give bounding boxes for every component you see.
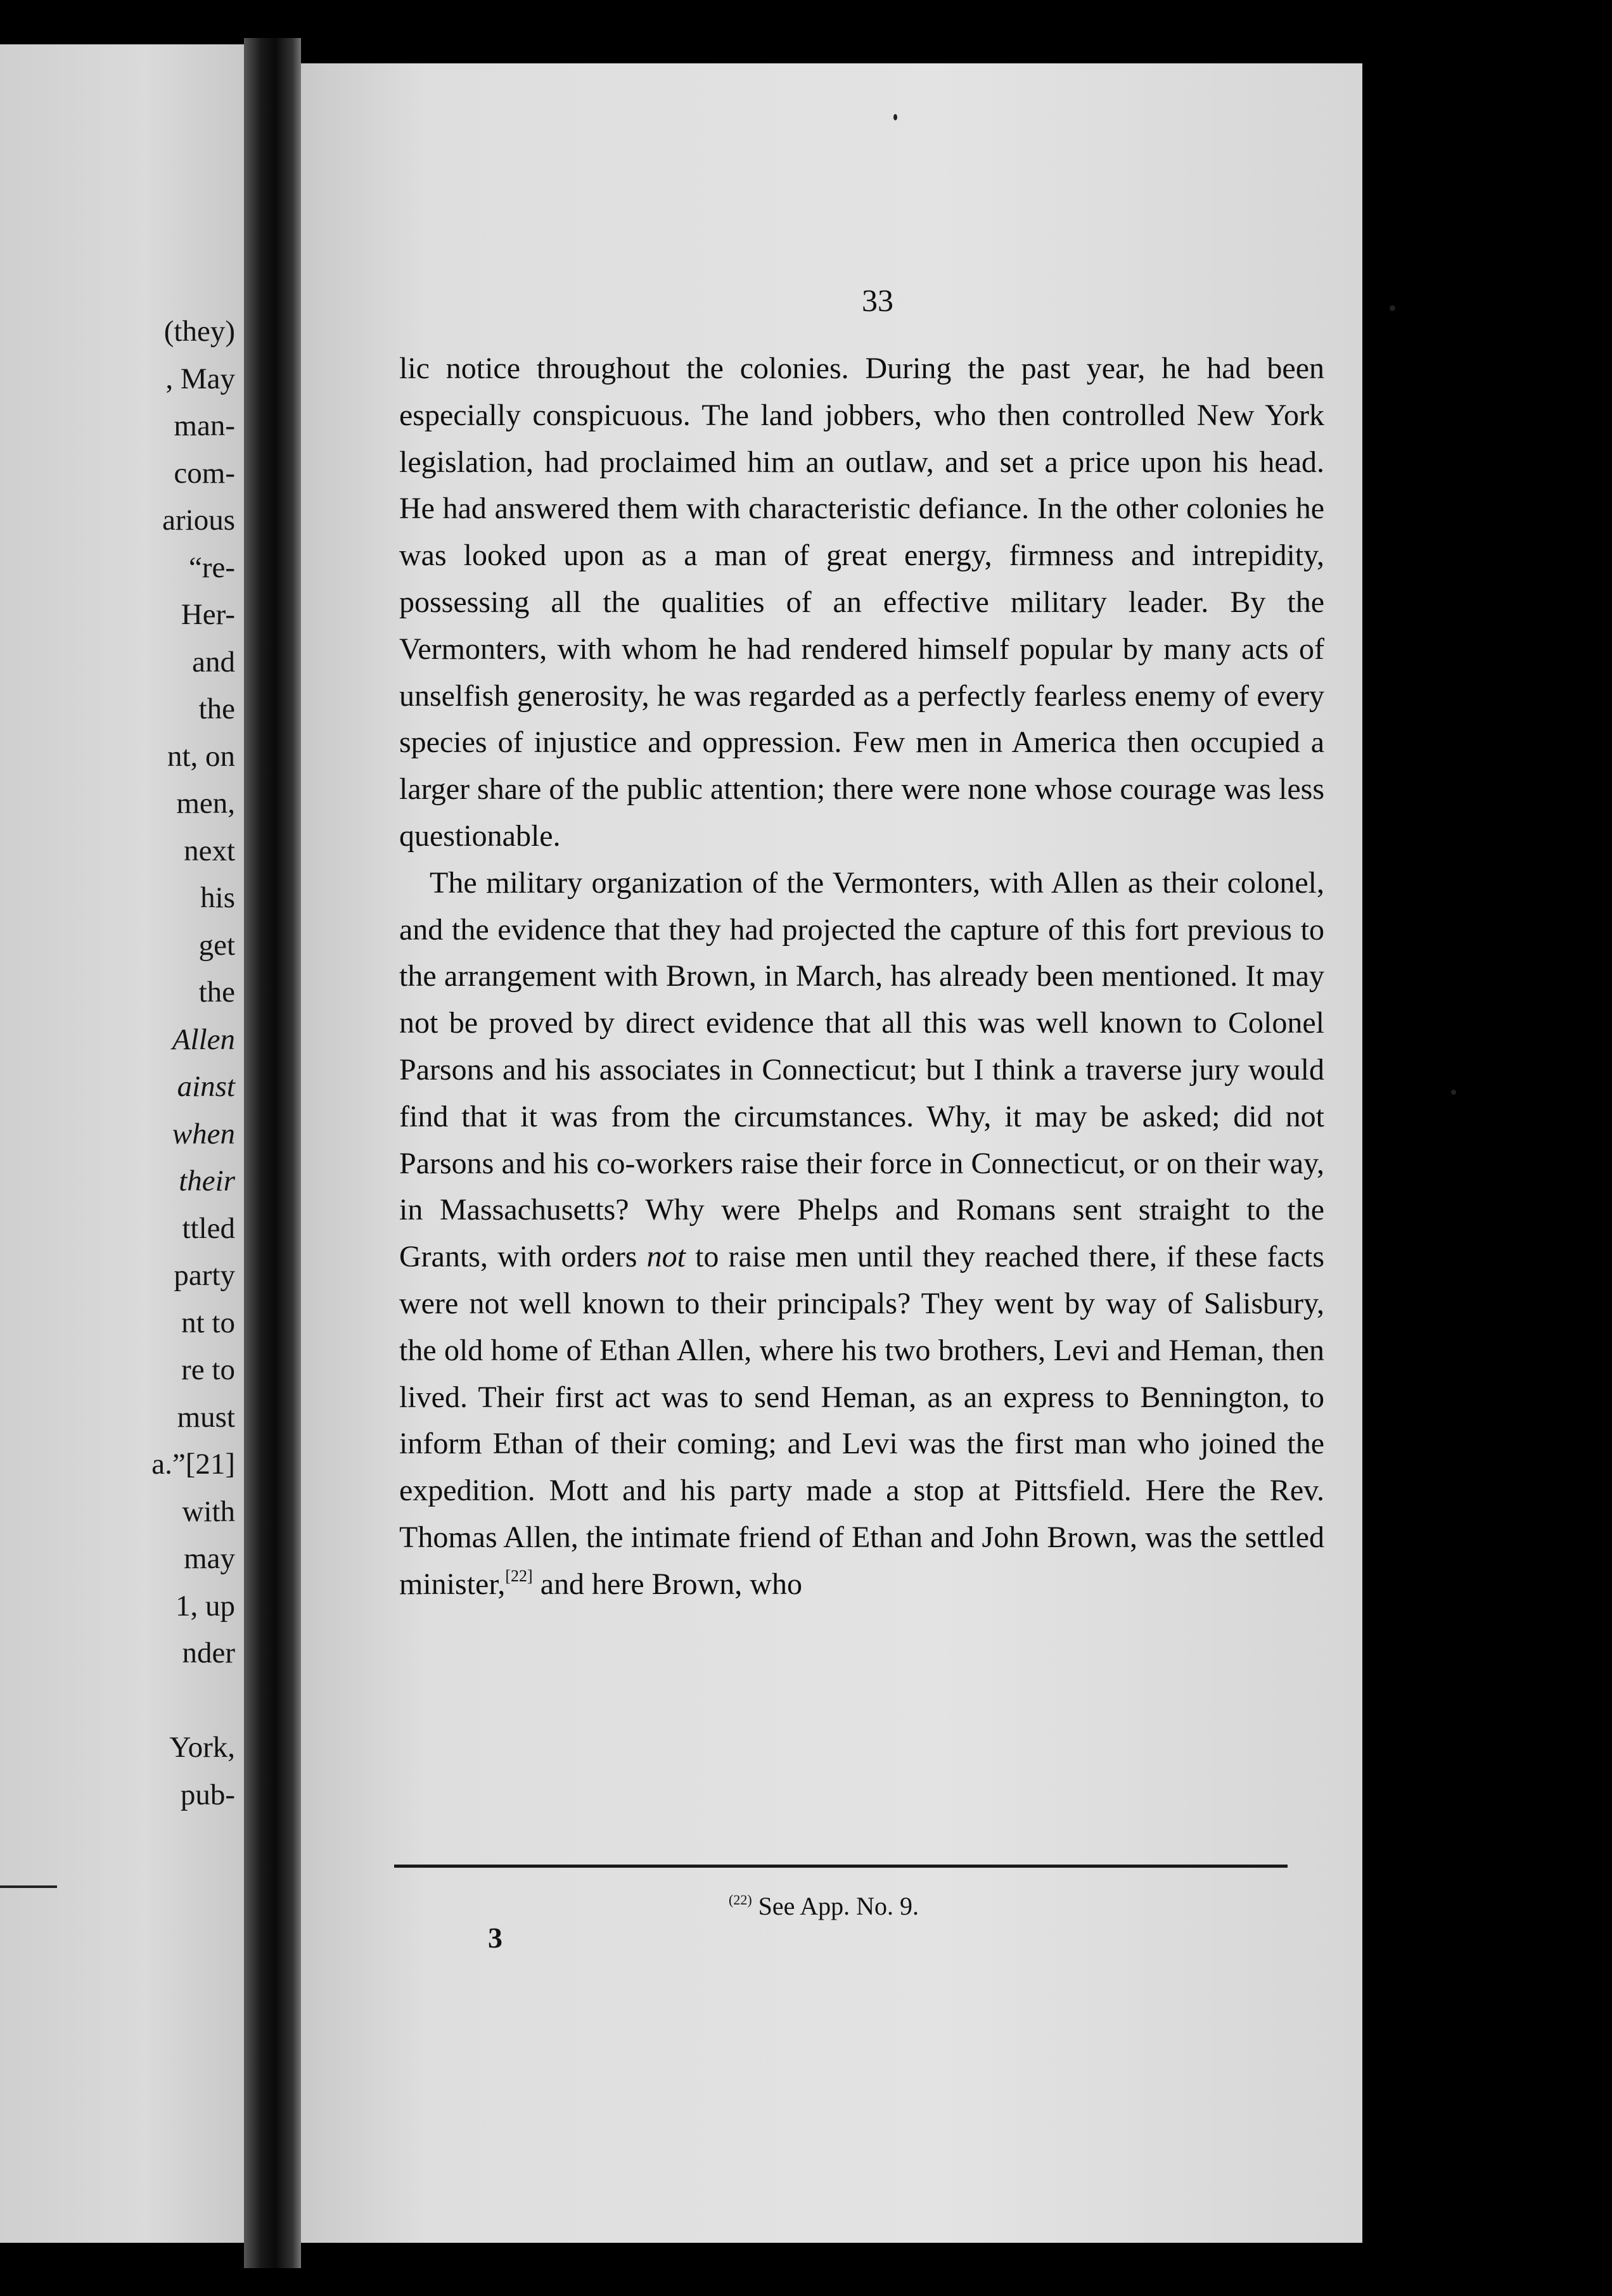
emphasis-not: not — [646, 1240, 686, 1274]
body-text — [399, 345, 1324, 1608]
left-footnote-rule — [0, 1885, 57, 1888]
left-page-text-fragment: Her- — [181, 598, 235, 631]
left-page-text-fragment: the — [198, 976, 235, 1009]
left-page-text-fragment: may — [184, 1542, 235, 1575]
left-page-text-fragment: his — [200, 881, 235, 914]
left-page-text-fragment: York, — [169, 1731, 235, 1764]
left-page-text-fragment: when — [172, 1117, 235, 1151]
signature-mark: 3 — [488, 1922, 502, 1954]
footnote-marker: (22) — [729, 1892, 752, 1908]
left-page-text-fragment: men, — [176, 787, 235, 820]
left-page-text-fragment: next — [184, 834, 235, 867]
page-number: 33 — [862, 283, 893, 318]
left-page-text-fragment: the — [198, 692, 235, 725]
left-page-text-fragment: must — [177, 1400, 235, 1434]
left-page-text-fragment: and — [192, 645, 235, 679]
paragraph-1: lic notice throughout the colonies. During the past year, he had been especially conspicuous. The land jobbers, who then controlled New York legislation, had proclaimed him an outlaw, and set a price upon his head. He had answered them with characteristic defiance. In the other colonies he was looked upon as a man of great energy, firmness and intrepidity, possessing all the qualities of an effective military leader. By the Vermonters, with whom he had rendered himself popular by many acts of unselfish generosity, he was regarded as a perfectly fearless enemy of every species of injustice and oppression. Few men in America then occupied a larger share of the public attention; there were none whose courage was less questionable. — [399, 352, 1324, 853]
dust-speck — [1451, 1090, 1456, 1095]
left-page-text-fragment: a.”[21] — [151, 1448, 235, 1481]
left-page-text-fragment: with — [182, 1495, 235, 1528]
paragraph-2-text-a: The military organization of the Vermonters, with Allen as their colonel, and the evidence that they had projected the capture of this fort previous to the arrangement with Brown, in March, has already been mentioned. It may not be proved by direct evidence that all this was well known to Colonel Parsons and his associates in Connecticut; but I think a traverse jury would find that it was from the circumstances. Why, it may be asked; did not Parsons and his co-workers raise their force in Connecticut, or on their way, in Massachusetts? Why were Phelps and Romans sent straight to the Grants, with orders — [399, 865, 1324, 1274]
left-page-text-fragment: ttled — [182, 1211, 235, 1245]
left-page-text-fragment: nt to — [181, 1306, 235, 1339]
book-gutter — [244, 38, 301, 2268]
footnote-reference: [22] — [505, 1566, 533, 1585]
footnote-text: See App. No. 9. — [758, 1892, 919, 1920]
left-page-text-fragment: (they) — [163, 315, 235, 348]
left-page-text-fragment: pub- — [180, 1778, 235, 1811]
left-page-text-fragment: “re- — [188, 551, 235, 584]
left-page-fragment — [0, 44, 244, 2243]
left-page-text-fragment: arious — [162, 504, 235, 537]
left-page-text-fragment: ainst — [177, 1070, 235, 1103]
paragraph-2 — [399, 860, 1324, 1608]
dust-speck — [893, 114, 897, 120]
left-page-text-fragment: re to — [181, 1353, 235, 1386]
left-page-text-fragment: get — [198, 928, 235, 962]
left-page-text-fragment: man- — [174, 409, 235, 442]
left-page-text-fragment: party — [174, 1259, 235, 1292]
left-page-text-fragment: , May — [165, 362, 235, 395]
left-page-text-fragment: nt, on — [167, 739, 235, 773]
left-page-text-fragment: 1, up — [176, 1589, 235, 1623]
left-page-text-fragment: com- — [174, 456, 235, 490]
left-page-text-fragment: their — [179, 1164, 235, 1197]
footnote — [729, 1891, 919, 1921]
footnote-rule — [394, 1865, 1288, 1868]
dust-speck — [1390, 305, 1395, 311]
left-page-text-fragment: Allen — [172, 1023, 235, 1056]
paragraph-2-text-c: and here Brown, who — [540, 1567, 802, 1601]
paragraph-2-text-b: to raise men until they reached there, if these facts were not well known to their principals? They went by way of Salisbury, the old home of Ethan Allen, where his two brothers, Levi and Heman, then lived. Their first act was to send Heman, as an express to Bennington, to inform Ethan of their coming; and Levi was the first man who joined the expedition. Mott and his party made a stop at Pittsfield. Here the Rev. Thomas Allen, the intimate friend of Ethan and John Brown, was the settled minister, — [399, 1240, 1325, 1601]
left-page-text-fragment: nder — [182, 1636, 235, 1669]
